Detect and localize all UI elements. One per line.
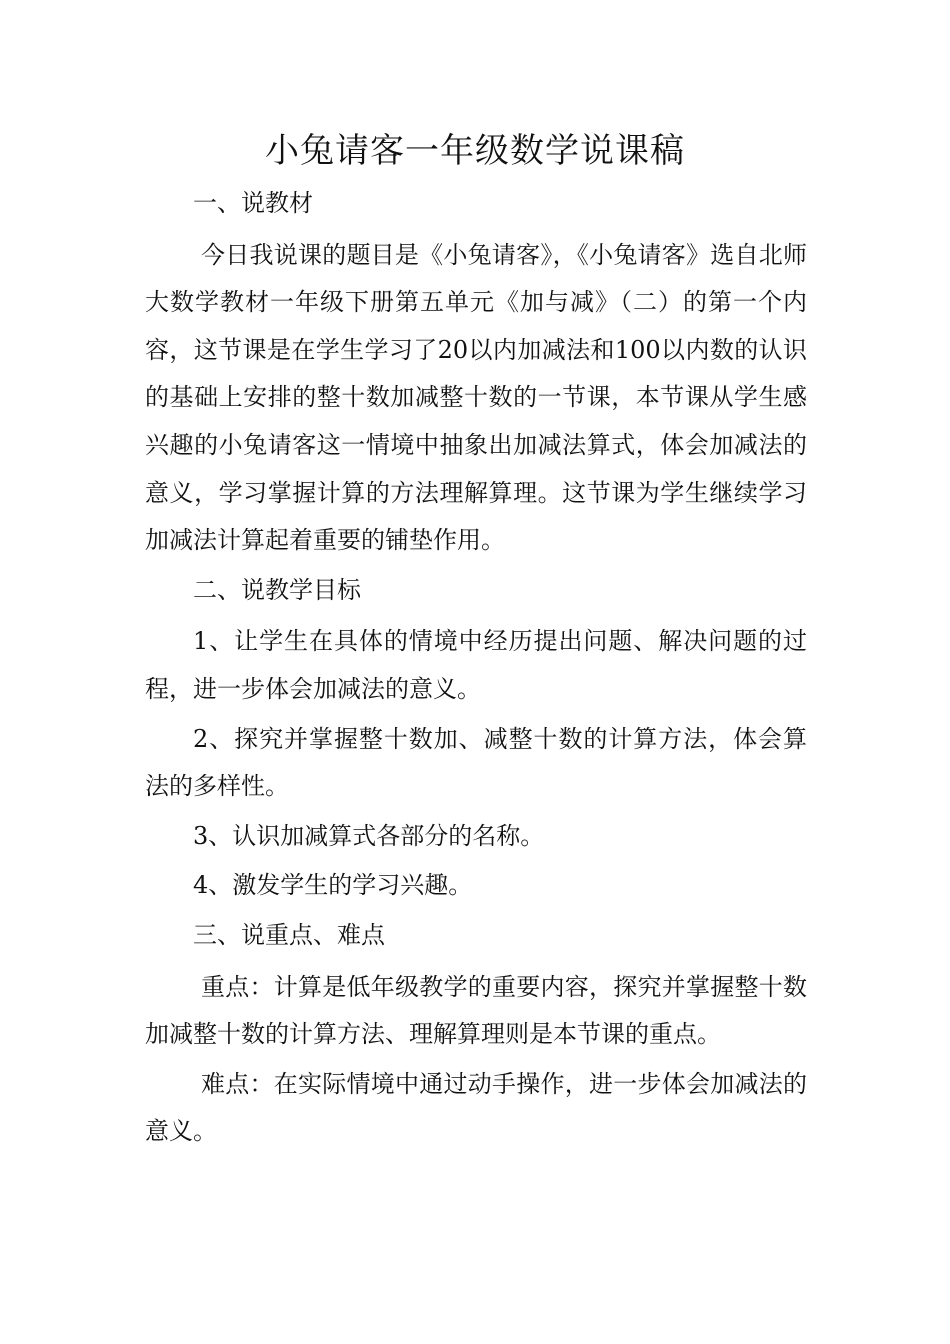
section-heading: 三、说重点、难点 — [193, 920, 385, 949]
section-heading: 二、说教学目标 — [193, 575, 361, 604]
objective-item: 1、让学生在具体的情境中经历提出问题、解决问题的过程，进一步体会加减法的意义。 — [145, 627, 807, 703]
paragraph: 重点：计算是低年级教学的重要内容，探究并掌握整十数加减整十数的计算方法、理解算理则是本节课的重点。 — [145, 972, 807, 1049]
paragraph: 难点：在实际情境中通过动手操作，进一步体会加减法的意义。 — [145, 1069, 807, 1146]
document-body — [145, 180, 807, 1158]
objective-item: 3、认识加减算式各部分的名称。 — [193, 821, 545, 850]
paragraph: 今日我说课的题目是《小兔请客》，《小兔请客》选自北师大数学教材一年级下册第五单元《加与减》（二）的第一个内容，这节课是在学生学习了20以内加减法和100以内数的认识的基础上安排的整十数加减整十数的一节课，本节课从学生感兴趣的小兔请客这一情境中抽象出加减法算式，体会加减法的意义，学习掌握计算的方法理解算理。这节课为学生继续学习加减法计算起着重要的铺垫作用。 — [145, 240, 807, 555]
document-title: 小兔请客一年级数学说课稿 — [265, 131, 685, 171]
section-heading: 一、说教材 — [193, 189, 313, 217]
objective-item: 2、探究并掌握整十数加、减整十数的计算方法，体会算法的多样性。 — [145, 724, 807, 801]
objective-item: 4、激发学生的学习兴趣。 — [193, 871, 473, 900]
